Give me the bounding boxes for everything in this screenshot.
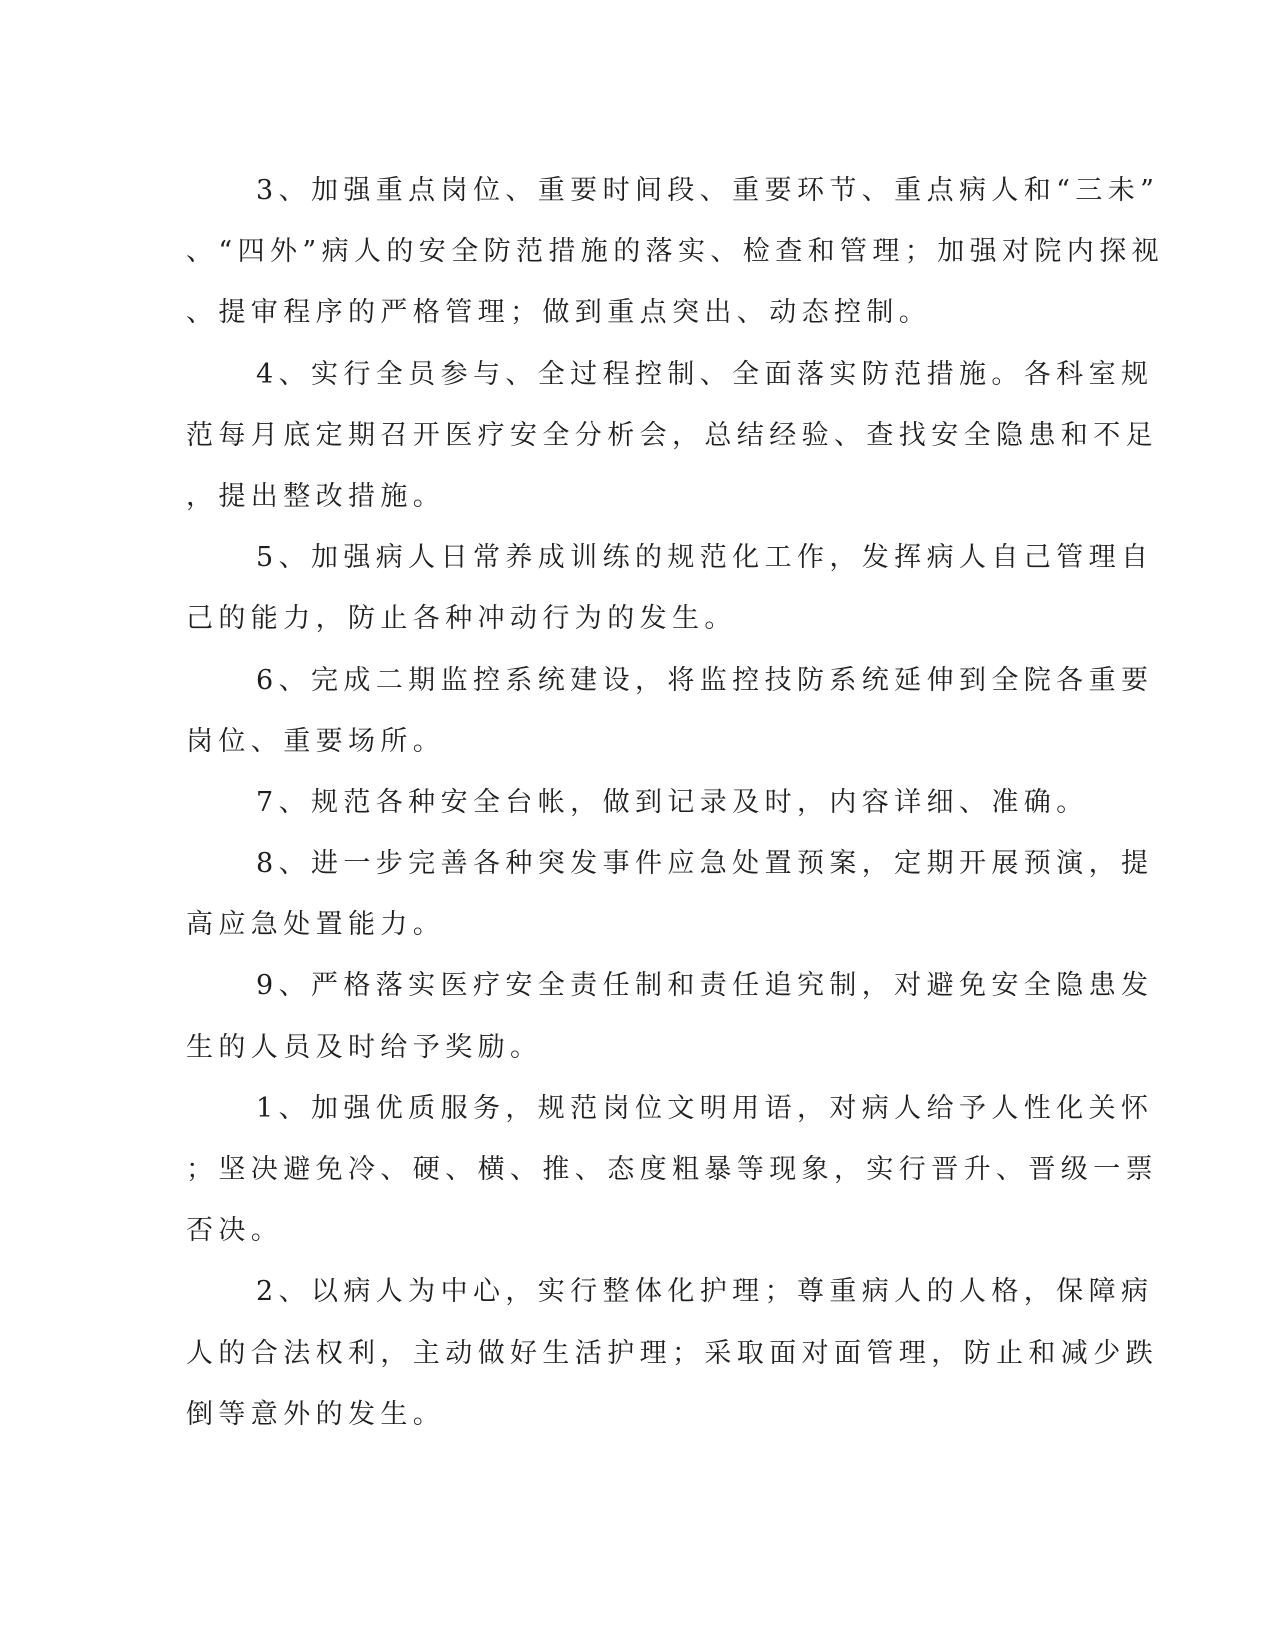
paragraph-line: 2、以病人为中心，实行整体化护理；尊重病人的人格，保障病 — [256, 1276, 1154, 1308]
paragraph-line: 高应急处置能力。 — [186, 909, 446, 941]
paragraph-item-8 — [186, 833, 1154, 955]
paragraph-line: 5、加强病人日常养成训练的规范化工作，发挥病人自己管理自 — [256, 542, 1154, 574]
paragraph-line: ，提出整改措施。 — [186, 480, 446, 512]
paragraph-line: 、“四外”病人的安全防范措施的落实、检查和管理；加强对院内探视 — [186, 236, 1165, 268]
paragraph-line: 己的能力，防止各种冲动行为的发生。 — [186, 603, 737, 635]
paragraph-line: ；坚决避免冷、硬、横、推、态度粗暴等现象，实行晋升、晋级一票 — [186, 1154, 1158, 1185]
paragraph-line: 否决。 — [186, 1215, 284, 1247]
paragraph-line: 4、实行全员参与、全过程控制、全面落实防范措施。各科室规 — [256, 358, 1154, 390]
paragraph-line: 9、严格落实医疗安全责任制和责任追究制，对避免安全隐患发 — [256, 970, 1154, 1002]
paragraph-line: 人的合法权利，主动做好生活护理；采取面对面管理，防止和减少跌 — [186, 1337, 1158, 1369]
paragraph-item-1 — [186, 1078, 1158, 1262]
paragraph-item-6 — [186, 650, 1154, 772]
paragraph-line: 1、加强优质服务，规范岗位文明用语，对病人给予人性化关怀 — [256, 1092, 1154, 1124]
paragraph-line: 倒等意外的发生。 — [186, 1398, 446, 1430]
document-body — [186, 160, 1165, 1445]
paragraph-line: 生的人员及时给予奖励。 — [186, 1031, 543, 1063]
paragraph-item-4 — [186, 344, 1158, 528]
paragraph-line: 7、规范各种安全台帐，做到记录及时，内容详细、准确。 — [256, 786, 1089, 818]
paragraph-line: 、提审程序的严格管理；做到重点突出、动态控制。 — [186, 297, 932, 329]
paragraph-line: 6、完成二期监控系统建设，将监控技防系统延伸到全院各重要 — [256, 664, 1154, 696]
paragraph-item-9 — [186, 955, 1154, 1077]
paragraph-item-5 — [186, 527, 1154, 649]
paragraph-item-3 — [186, 160, 1165, 344]
paragraph-line: 岗位、重要场所。 — [186, 725, 446, 757]
paragraph-line: 3、加强重点岗位、重要时间段、重要环节、重点病人和“三未” — [256, 175, 1160, 206]
paragraph-line: 8、进一步完善各种突发事件应急处置预案，定期开展预演，提 — [256, 848, 1154, 880]
paragraph-line: 范每月底定期召开医疗安全分析会，总结经验、查找安全隐患和不足 — [186, 419, 1158, 451]
paragraph-item-2 — [186, 1261, 1158, 1445]
paragraph-item-7 — [186, 772, 1089, 833]
